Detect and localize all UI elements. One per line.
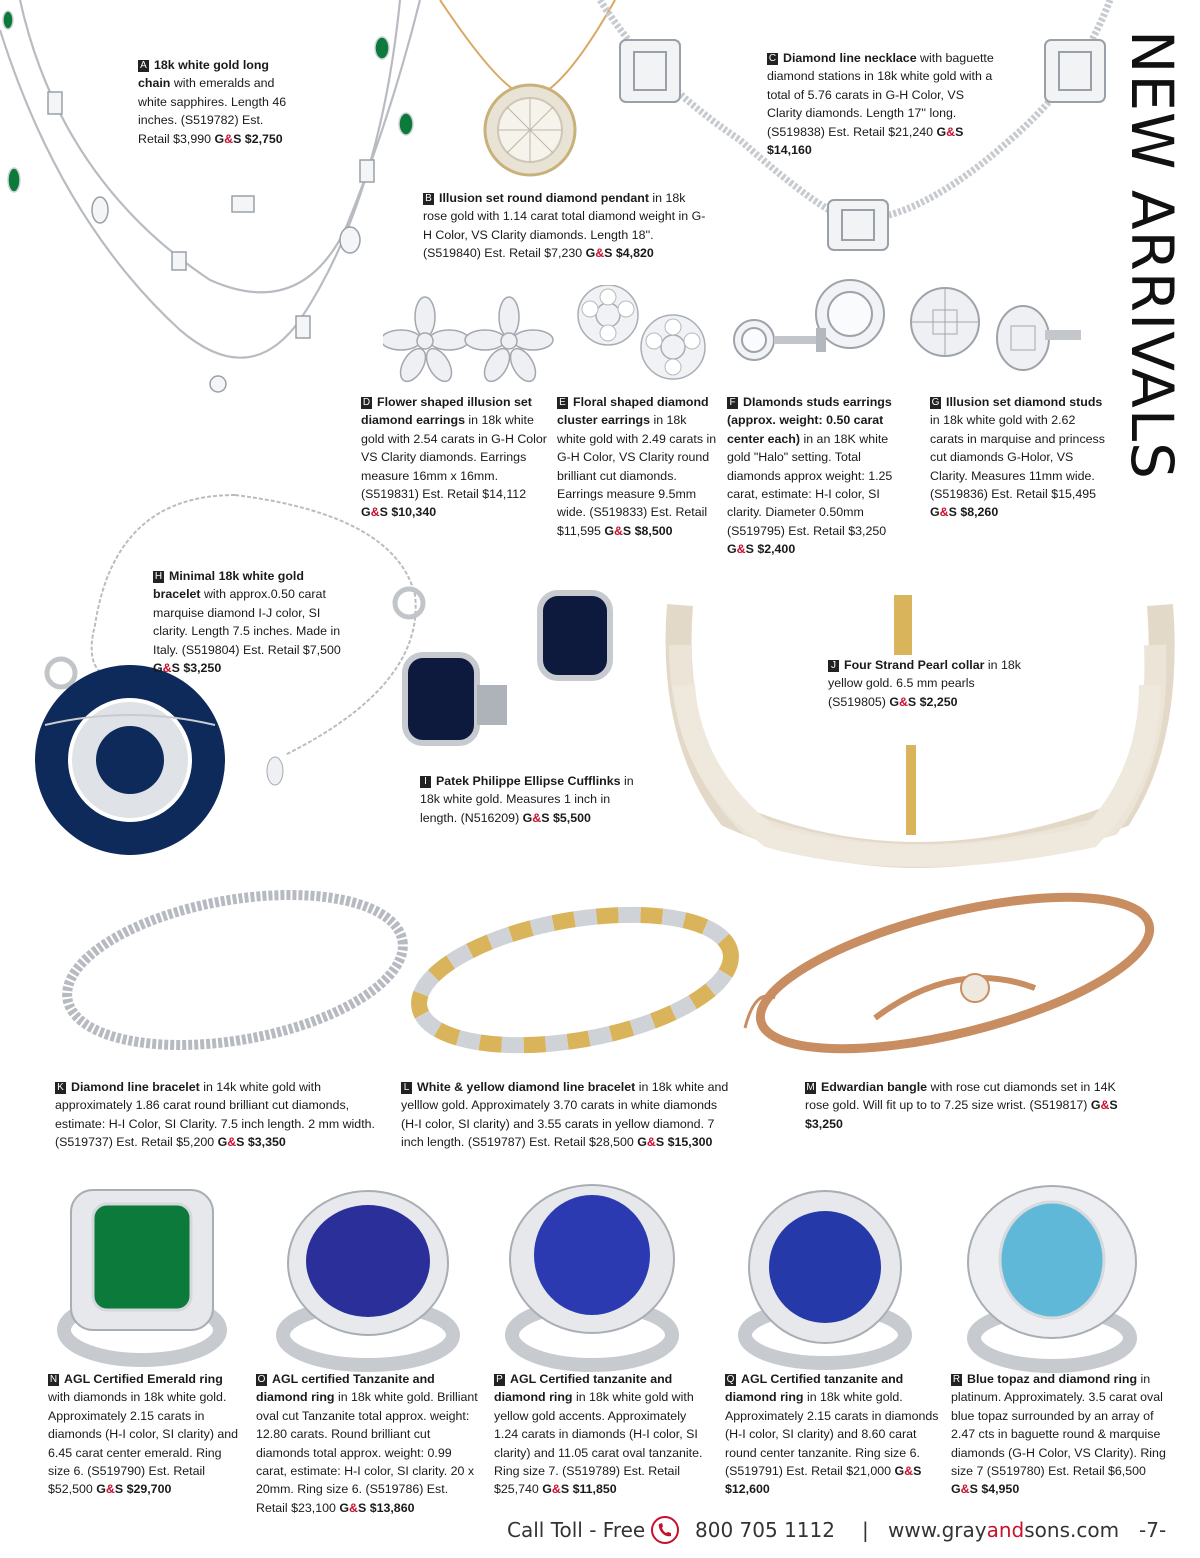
item-c-title: Diamond line necklace [783,51,917,65]
earrings-g-image [905,282,1085,382]
item-o-caption [256,1370,478,1517]
item-q-letter: Q [726,1374,735,1385]
cufflinks-i-image [395,585,615,770]
phone-icon [650,1515,680,1545]
item-e-caption [557,393,717,540]
item-c-caption [767,49,999,159]
item-g-caption [930,393,1105,522]
item-l-price: G&S $15,300 [637,1135,713,1150]
item-l-caption [401,1078,736,1152]
item-i-desc: in 18k white gold. Measures 1 inch in length. (N516209) [420,774,634,825]
item-g-title: Illusion set diamond studs [946,395,1103,409]
bangle-m-image [735,878,1175,1058]
collar-j-image [650,575,1175,880]
item-q-caption [725,1370,940,1499]
item-j-title: Four Strand Pearl collar [844,658,985,672]
ring-p-image [495,1175,690,1375]
item-c-letter: C [768,53,777,64]
item-m-letter: M [806,1082,815,1093]
item-j-desc: in 18k yellow gold. 6.5 mm pearls (S519805) [828,658,1021,709]
item-r-desc: in platinum. Approximately. 3.5 carat oval blue topaz surrounded by an array of 2.47 cts in baguette round & marquise diamonds (G-H Color, VS Clarity). Ring size 7 (S519780) Est. Retail $6,500 [951,1372,1166,1479]
earrings-e-image [568,285,718,385]
item-g-price: G&S $8,260 [930,505,999,520]
item-m-desc: with rose cut diamonds set in 14K rose gold. Will fit up to to 7.25 size wrist. (S519817) [805,1080,1116,1113]
item-i-price: G&S $5,500 [522,810,591,825]
item-n-title: AGL Certified Emerald ring [64,1372,223,1386]
item-q-desc: in 18k white gold. Approximately 2.15 carats in diamonds (H-I color, SI clarity) and 8.60 carat round center tanzanite. Ring size 6. (S519791) Est. Retail $21,000 [725,1390,939,1479]
footer-call-label: Call Toll - Free [507,1518,646,1542]
item-k-caption [55,1078,375,1152]
item-l-letter: L [401,1082,412,1094]
item-p-title: AGL Certified tanzanite and diamond ring [494,1372,673,1405]
item-d-title: Flower shaped illusion set diamond earrings [361,395,532,428]
item-g-desc: in 18k white gold with 2.62 carats in marquise and princess cut diamonds G-Holor, VS Clarity. Measures 11mm wide. (S519836) Est. Retail $15,495 [930,413,1105,502]
new-arrivals-text: NEW ARRIVALS [1118,30,1186,480]
earrings-f-image [728,278,893,383]
item-a-letter: A [138,60,149,72]
item-o-title: AGL certified Tanzanite and diamond ring [256,1372,435,1405]
item-m-caption [805,1078,1140,1133]
item-e-title: Floral shaped diamond cluster earrings [557,395,709,428]
item-f-price: G&S $2,400 [727,542,796,557]
item-i-caption [420,772,645,827]
item-n-desc: with diamonds in 18k white gold. Approximately 2.15 carats in diamonds (H-I color, SI clarity) and 6.45 carat center emerald. Ring size 6. (S519790) Est. Retail $52,500 [48,1390,239,1497]
item-b-price: G&S $4,820 [585,246,654,261]
item-o-desc: in 18k white gold. Brilliant oval cut Tanzanite total approx. weight: 12.80 carats. Round brilliant cut diamonds total approx. weight: 0.99 carat, estimate: H-I color, SI clarity. 20 x 20mm. Ring size 6. (S519786) Est. Retail $23,100 [256,1390,478,1515]
item-d-desc: in 18k white gold with 2.54 carats in G-H Color VS Clarity diamonds. Earrings measure 16mm x 16mm. (S519831) Est. Retail $14,112 [361,413,547,502]
item-l-desc: in 18k white and yelllow gold. Approximately 3.70 carats in white diamonds (H-I color, SI clarity) and 3.55 carats in yellow diamond. 7 inch length. (S519787) Est. Retail $28,500 [401,1080,729,1150]
item-a-price: G&S $2,750 [214,131,283,146]
item-h-price: G&S $3,250 [153,661,222,676]
item-b-caption [423,189,713,263]
item-k-letter: K [55,1082,66,1094]
item-b-letter: B [423,193,434,205]
page-number: -7- [1139,1518,1167,1542]
item-q-price: G&S $12,600 [725,1464,922,1497]
item-j-price: G&S $2,250 [889,694,958,709]
item-k-price: G&S $3,350 [217,1135,286,1150]
bracelet-k-image [55,870,415,1070]
item-o-letter: O [257,1374,266,1385]
item-k-title: Diamond line bracelet [71,1080,200,1094]
item-c-price: G&S $14,160 [767,124,964,158]
item-k-desc: in 14k white gold with approximately 1.86 carat round brilliant cut diamonds, estimate: H-I Color, SI Clarity. 7.5 inch length. 2 mm width. (S519737) Est. Retail $5,200 [55,1080,375,1150]
item-e-desc: in 18k white gold with 2.49 carats in G-H Color, VS Clarity round brilliant cut diamonds. Earrings measure 9.5mm wide. (S519833) Est. Retail $11,595 [557,413,717,538]
item-p-price: G&S $11,850 [542,1482,617,1497]
item-p-caption [494,1370,709,1499]
item-h-desc: with approx.0.50 carat marquise diamond I-J color, SI clarity. Length 7.5 inches. Made in Italy. (S519804) Est. Retail $7,500 [153,587,341,657]
item-g-letter: G [931,397,940,408]
item-n-caption [48,1370,243,1499]
item-f-desc: in an 18K white gold "Halo" setting. Total diamonds approx weight: 1.25 carat, estimate: H-I color, SI clarity. Diameter 0.50mm (S519795) Est. Retail $3,250 [727,431,893,538]
item-o-price: G&S $13,860 [339,1500,415,1515]
item-f-title: DIamonds studs earrings (approx. weight: 0.50 carat center each) [727,395,892,446]
item-a-caption [138,56,288,148]
new-arrivals-heading [1117,30,1187,480]
item-d-price: G&S $10,340 [361,505,437,520]
ring-o-image [268,1185,468,1375]
item-h-caption [153,567,343,677]
item-h-title: Minimal 18k white gold bracelet [153,569,304,602]
phone-number-link[interactable]: 800 705 1112 [695,1518,835,1542]
item-e-letter: E [557,397,568,409]
ring-n-image [45,1180,240,1370]
item-m-title: Edwardian bangle [821,1080,928,1094]
website-link[interactable]: www.grayandsons.com [888,1518,1120,1542]
item-j-caption [828,656,1023,711]
item-d-caption [361,393,551,522]
item-j-letter: J [828,660,839,672]
ring-q-image [725,1185,925,1375]
item-c-desc: with baguette diamond stations in 18k white gold with a total of 5.76 carats in G-H Color, VS Clarity diamonds. Length 17'' long. (S519838) Est. Retail $21,240 [767,51,994,139]
item-b-title: Illusion set round diamond pendant [439,191,649,205]
item-i-letter: I [420,776,431,788]
item-r-price: G&S $4,950 [951,1482,1020,1497]
item-f-caption [727,393,905,559]
item-m-price: G&S $3,250 [805,1098,1118,1131]
earrings-d-image [383,295,558,385]
item-a-title: 18k white gold long chain [138,58,269,91]
item-r-letter: R [952,1374,961,1385]
item-p-letter: P [494,1374,505,1386]
item-e-price: G&S $8,500 [604,523,673,538]
item-a-desc: with emeralds and white sapphires. Length 46 inches. (S519782) Est. Retail $3,990 [138,76,287,146]
footer-separator: | [862,1518,869,1542]
item-i-title: Patek Philippe Ellipse Cufflinks [436,774,621,788]
item-l-title: White & yellow diamond line bracelet [417,1080,636,1094]
item-f-letter: F [727,397,738,409]
item-p-desc: in 18k white gold with yellow gold accents. Approximately 1.24 carats in diamonds (H-I color, SI clarity) and 11.05 carat oval tanzanite. Ring size 7. (S519789) Est. Retail $25,740 [494,1390,703,1497]
item-h-letter: H [154,571,163,582]
item-d-letter: D [362,397,371,408]
item-b-desc: in 18k rose gold with 1.14 carat total diamond weight in G-H Color, VS Clarity diamonds. Length 18''. (S519840) Est. Retail $7,230 [423,191,706,261]
item-q-title: AGL Certified tanzanite and diamond ring [725,1372,904,1405]
item-n-letter: N [49,1374,58,1385]
ring-r-image [955,1180,1150,1375]
bracelet-l-image [405,895,745,1065]
item-r-title: Blue topaz and diamond ring [967,1372,1138,1386]
item-n-price: G&S $29,700 [96,1482,172,1497]
item-r-caption [951,1370,1173,1499]
